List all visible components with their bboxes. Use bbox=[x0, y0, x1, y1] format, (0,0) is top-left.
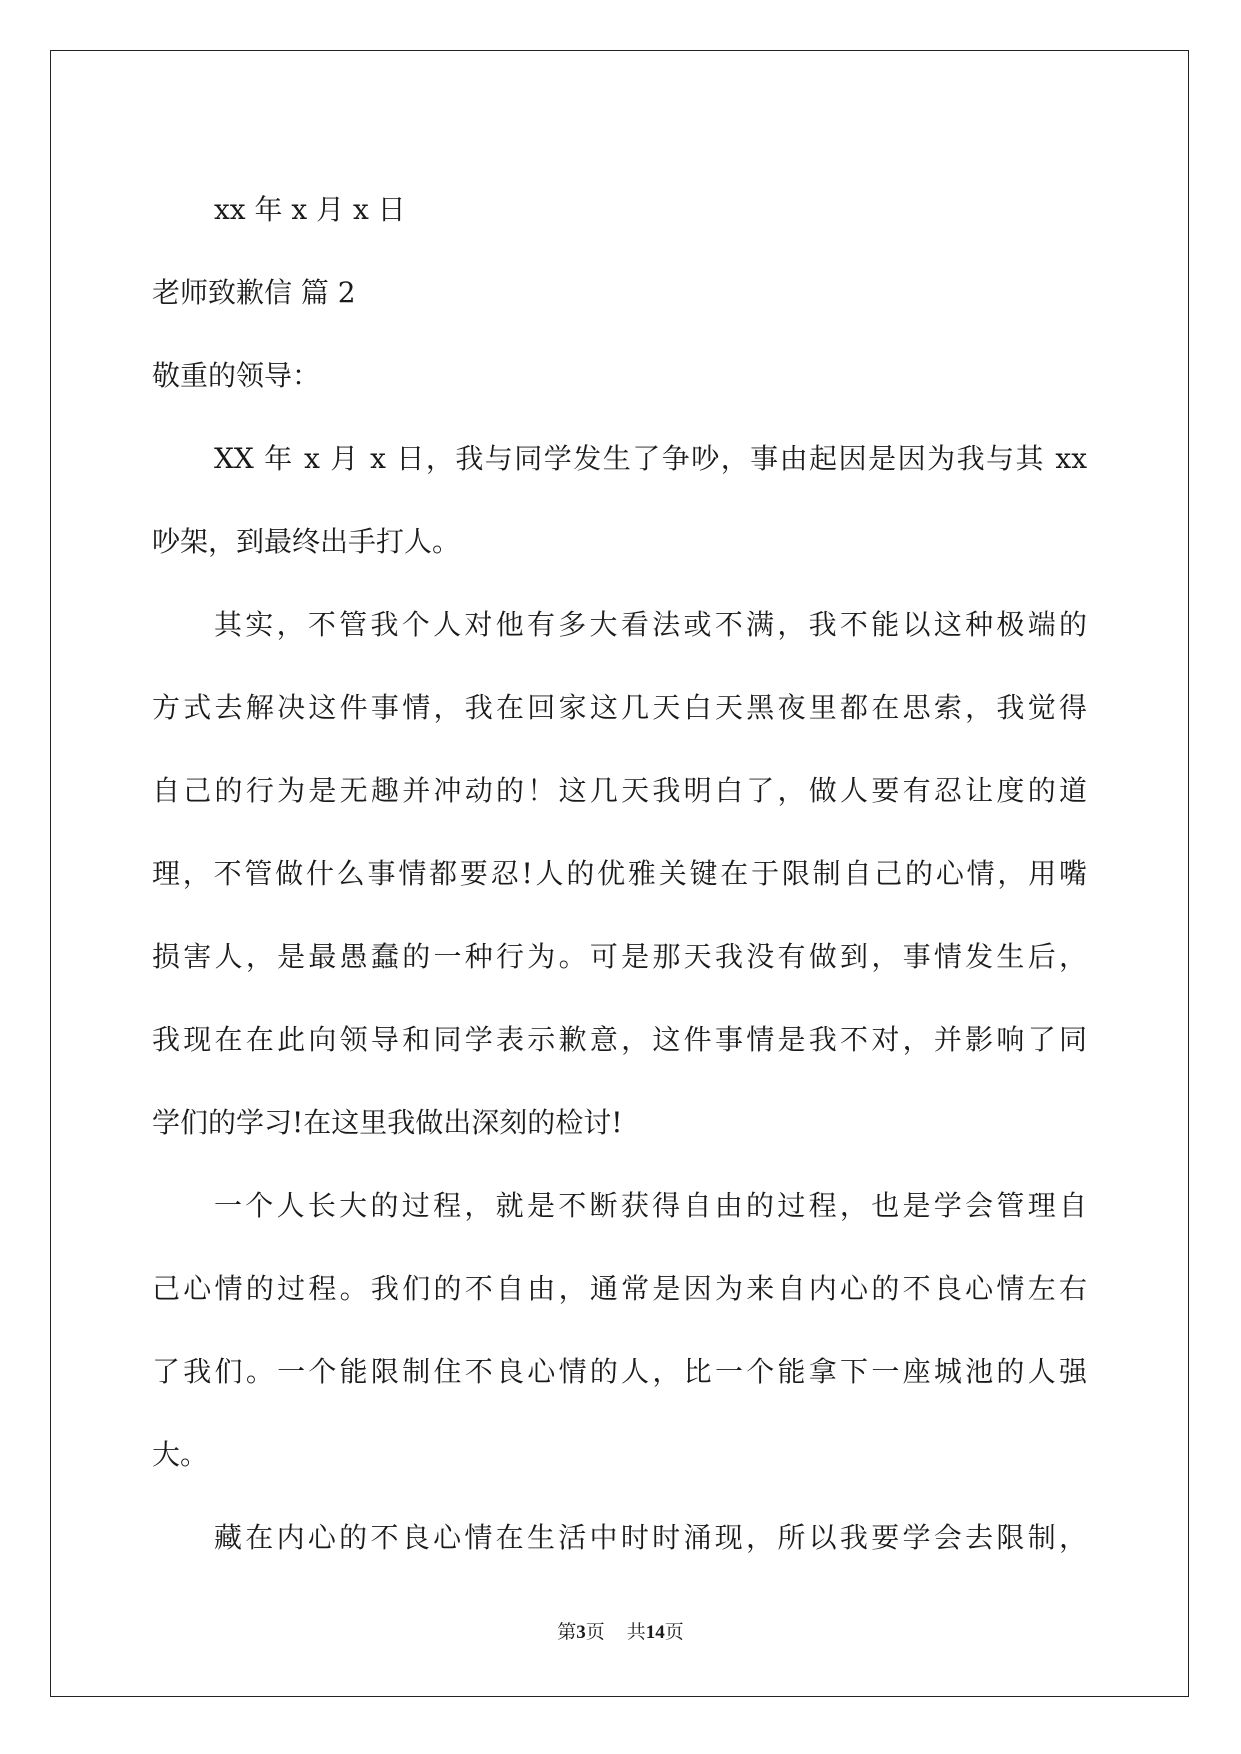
paragraph-line: 我现在在此向领导和同学表示歉意，这件事情是我不对，并影响了同 bbox=[152, 1023, 1087, 1056]
page-unit: 页 bbox=[585, 1621, 605, 1643]
paragraph-line: 其实，不管我个人对他有多大看法或不满，我不能以这种极端的 bbox=[214, 608, 1087, 641]
salutation: 敬重的领导： bbox=[152, 359, 321, 392]
page-prefix: 第 bbox=[557, 1621, 577, 1643]
total-unit: 页 bbox=[664, 1621, 684, 1643]
document-body bbox=[152, 168, 1087, 1579]
paragraph-line: 方式去解决这件事情，我在回家这几天白天黑夜里都在思索，我觉得 bbox=[152, 691, 1087, 724]
section-heading: 老师致歉信 篇 2 bbox=[152, 276, 356, 309]
paragraph-line: 一个人长大的过程，就是不断获得自由的过程，也是学会管理自 bbox=[214, 1189, 1087, 1222]
paragraph-line: 吵架，到最终出手打人。 bbox=[152, 525, 461, 558]
paragraph-line: 学们的学习!在这里我做出深刻的检讨! bbox=[152, 1106, 623, 1139]
paragraph-line: 己心情的过程。我们的不自由，通常是因为来自内心的不良心情左右 bbox=[152, 1272, 1087, 1305]
paragraph-line: 损害人，是最愚蠢的一种行为。可是那天我没有做到，事情发生后， bbox=[152, 940, 1087, 973]
date-line: xx 年 x 月 x 日 bbox=[214, 193, 406, 226]
paragraph-line: 了我们。一个能限制住不良心情的人，比一个能拿下一座城池的人强 bbox=[152, 1355, 1087, 1388]
paragraph-line: 大。 bbox=[152, 1438, 209, 1471]
page-footer bbox=[0, 1617, 1241, 1644]
page-total: 14 bbox=[645, 1622, 665, 1643]
paragraph-line: 藏在内心的不良心情在生活中时时涌现，所以我要学会去限制， bbox=[214, 1521, 1087, 1554]
total-prefix: 共 bbox=[626, 1621, 646, 1643]
paragraph-line: XX 年 x 月 x 日，我与同学发生了争吵，事由起因是因为我与其 xx bbox=[214, 442, 1087, 475]
page-current: 3 bbox=[576, 1622, 586, 1643]
paragraph-line: 自己的行为是无趣并冲动的！这几天我明白了，做人要有忍让度的道 bbox=[152, 774, 1087, 807]
paragraph-line: 理，不管做什么事情都要忍!人的优雅关键在于限制自己的心情，用嘴 bbox=[152, 857, 1087, 890]
